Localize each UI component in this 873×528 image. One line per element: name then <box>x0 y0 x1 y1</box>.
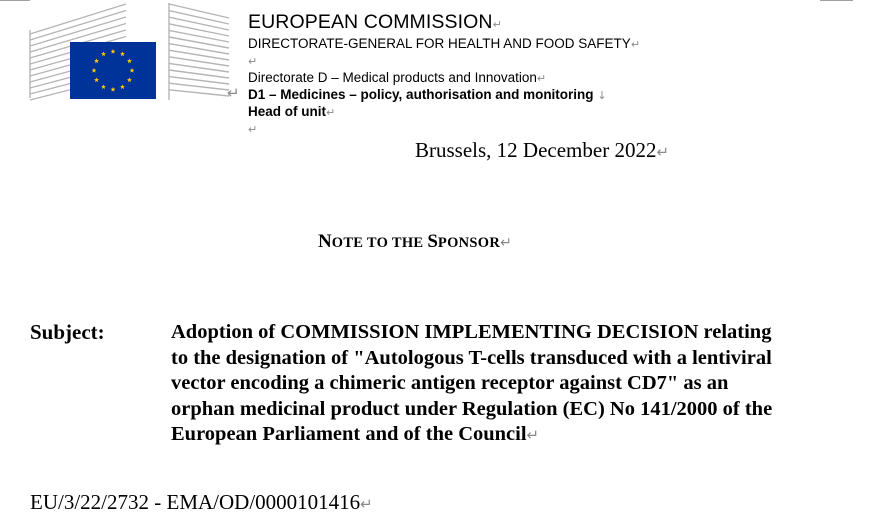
logo-building-line <box>30 4 126 34</box>
european-commission-logo <box>29 0 234 104</box>
page-corner-left <box>0 0 30 1</box>
note-title: NOTE TO THE SPONSOR↵ <box>318 231 512 252</box>
subject-line: to the designation of "Autologous T-cells transduced with a lentiviral <box>171 346 772 369</box>
subject-label: Subject: <box>30 320 105 344</box>
empty-paragraph: ↵ <box>248 123 258 136</box>
logo-building-line <box>169 30 229 42</box>
logo-building-line <box>169 83 229 90</box>
logo-building-line <box>169 44 229 54</box>
logo-building-line <box>169 17 229 30</box>
role-title: Head of unit↵ <box>248 104 336 119</box>
logo-building-line <box>169 24 229 36</box>
subject-line: orphan medicinal product under Regulation (EC) No 141/2000 of the <box>171 397 773 420</box>
date-line: Brussels, 12 December 2022↵ <box>415 138 670 162</box>
logo-building-line <box>169 11 229 24</box>
logo-building-line <box>30 11 126 41</box>
logo-building-line <box>169 90 229 96</box>
subject-line: European Parliament and of the Council↵ <box>171 423 540 445</box>
logo-building-line <box>169 4 229 18</box>
logo-building-line <box>30 17 126 46</box>
logo-building-line <box>169 77 229 84</box>
organisation-name: EUROPEAN COMMISSION↵ <box>248 11 502 33</box>
subject-line: Adoption of COMMISSION IMPLEMENTING DECISION relating <box>171 321 772 343</box>
page-corner-right <box>820 0 853 1</box>
subject-line: vector encoding a chimeric antigen receptor against CD7" as an <box>171 372 729 394</box>
directorate-general: DIRECTORATE-GENERAL FOR HEALTH AND FOOD SAFETY↵ <box>248 36 641 51</box>
directorate: Directorate D – Medical products and Innovation↵ <box>248 70 547 85</box>
reference-number: EU/3/22/2732 - EMA/OD/0000101416↵ <box>30 490 373 514</box>
paragraph-mark: ↵ <box>227 84 240 102</box>
empty-paragraph: ↵ <box>248 55 258 68</box>
logo-building-line <box>169 37 229 48</box>
unit-name: D1 – Medicines – policy, authorisation and monitoring ↓ <box>248 87 607 102</box>
subject-text <box>171 320 851 449</box>
